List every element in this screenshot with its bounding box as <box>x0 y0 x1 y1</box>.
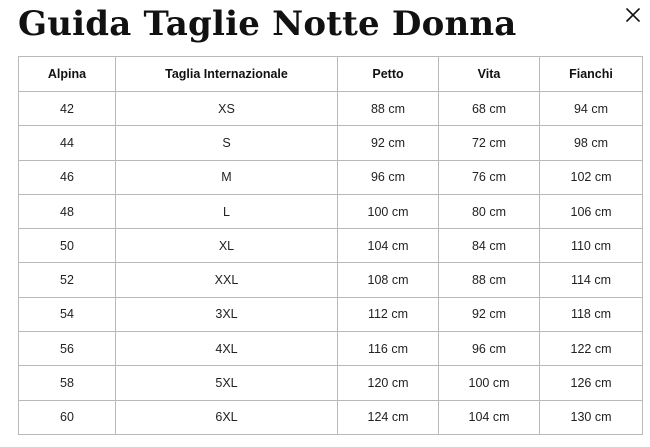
table-row <box>19 400 643 434</box>
cell-petto: 112 cm <box>338 297 439 331</box>
cell-alpina: 42 <box>19 92 116 126</box>
cell-taglia: L <box>116 194 338 228</box>
close-icon[interactable] <box>622 4 644 26</box>
cell-taglia: XXL <box>116 263 338 297</box>
table-row <box>19 160 643 194</box>
cell-vita: 80 cm <box>439 194 540 228</box>
cell-petto: 108 cm <box>338 263 439 297</box>
table-row <box>19 297 643 331</box>
cell-vita: 84 cm <box>439 229 540 263</box>
cell-vita: 72 cm <box>439 126 540 160</box>
table-row <box>19 366 643 400</box>
cell-taglia: XS <box>116 92 338 126</box>
close-button[interactable] <box>622 4 644 26</box>
header-vita: Vita <box>439 57 540 92</box>
cell-petto: 92 cm <box>338 126 439 160</box>
cell-alpina: 58 <box>19 366 116 400</box>
cell-taglia: XL <box>116 229 338 263</box>
table-header-row <box>19 57 643 92</box>
cell-alpina: 44 <box>19 126 116 160</box>
cell-alpina: 60 <box>19 400 116 434</box>
cell-taglia: S <box>116 126 338 160</box>
cell-alpina: 46 <box>19 160 116 194</box>
cell-alpina: 52 <box>19 263 116 297</box>
cell-petto: 88 cm <box>338 92 439 126</box>
table-row <box>19 332 643 366</box>
cell-fianchi: 114 cm <box>540 263 643 297</box>
page-title: Guida Taglie Notte Donna <box>18 4 517 44</box>
cell-vita: 68 cm <box>439 92 540 126</box>
cell-fianchi: 130 cm <box>540 400 643 434</box>
cell-fianchi: 106 cm <box>540 194 643 228</box>
cell-alpina: 56 <box>19 332 116 366</box>
cell-petto: 96 cm <box>338 160 439 194</box>
cell-taglia: M <box>116 160 338 194</box>
cell-fianchi: 118 cm <box>540 297 643 331</box>
cell-fianchi: 126 cm <box>540 366 643 400</box>
cell-vita: 76 cm <box>439 160 540 194</box>
table-row <box>19 263 643 297</box>
cell-fianchi: 122 cm <box>540 332 643 366</box>
cell-alpina: 50 <box>19 229 116 263</box>
cell-taglia: 4XL <box>116 332 338 366</box>
cell-vita: 104 cm <box>439 400 540 434</box>
table-row <box>19 126 643 160</box>
table-row <box>19 229 643 263</box>
cell-fianchi: 94 cm <box>540 92 643 126</box>
size-table <box>18 56 643 435</box>
cell-fianchi: 102 cm <box>540 160 643 194</box>
cell-alpina: 48 <box>19 194 116 228</box>
cell-taglia: 3XL <box>116 297 338 331</box>
cell-petto: 104 cm <box>338 229 439 263</box>
cell-petto: 124 cm <box>338 400 439 434</box>
header-alpina: Alpina <box>19 57 116 92</box>
cell-vita: 88 cm <box>439 263 540 297</box>
cell-fianchi: 110 cm <box>540 229 643 263</box>
cell-taglia: 6XL <box>116 400 338 434</box>
cell-taglia: 5XL <box>116 366 338 400</box>
header-fianchi: Fianchi <box>540 57 643 92</box>
cell-vita: 92 cm <box>439 297 540 331</box>
table-row <box>19 194 643 228</box>
table-row <box>19 92 643 126</box>
header-taglia-internazionale: Taglia Internazionale <box>116 57 338 92</box>
cell-vita: 100 cm <box>439 366 540 400</box>
cell-vita: 96 cm <box>439 332 540 366</box>
cell-petto: 120 cm <box>338 366 439 400</box>
cell-petto: 116 cm <box>338 332 439 366</box>
cell-fianchi: 98 cm <box>540 126 643 160</box>
cell-petto: 100 cm <box>338 194 439 228</box>
cell-alpina: 54 <box>19 297 116 331</box>
header-petto: Petto <box>338 57 439 92</box>
